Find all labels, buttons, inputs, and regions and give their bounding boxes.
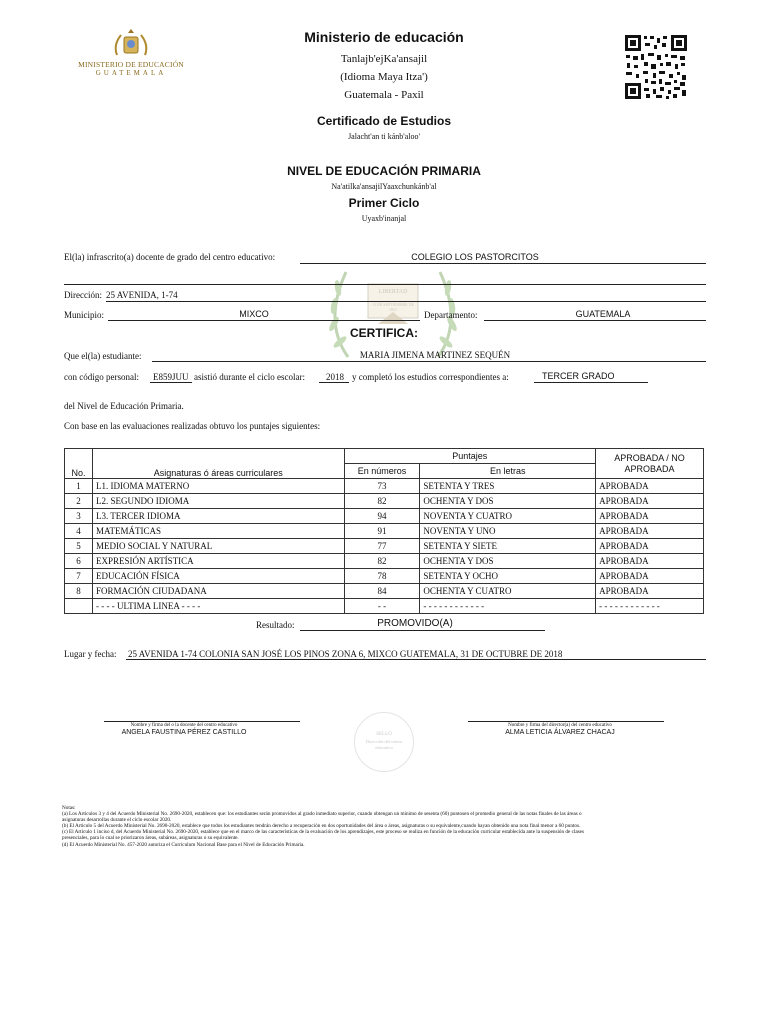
row-score-letters: - - - - - - - - - - - - — [420, 599, 596, 614]
note-c: (c) El Artículo 1 inciso d, del Acuerdo Ministerial No. 2690-2020, establece que en el marco de las características de la evaluación de los aprendizajes, este proceso se realiza en función de la educación curricular establecida ante la suspensión de clases presenciales, para lo cual se priorizaron áreas, subáreas, asignaturas o su equivalente. — [62, 829, 584, 842]
municipality-label: Municipio: — [64, 310, 104, 320]
municipality-underline — [108, 320, 420, 321]
logo-text-country: GUATEMALA — [95, 69, 167, 77]
row-no-empty — [65, 599, 93, 614]
header-subjects: Asignaturas ó áreas curriculares — [92, 449, 344, 479]
table-row — [65, 584, 704, 599]
coat-of-arms-icon — [70, 28, 192, 64]
row-subject: EDUCACIÓN FÍSICA — [92, 569, 344, 584]
row-status: - - - - - - - - - - - - — [596, 599, 704, 614]
row-no: 6 — [65, 554, 93, 569]
year-underline — [319, 382, 349, 383]
row-subject: EXPRESIÓN ARTÍSTICA — [92, 554, 344, 569]
grade-underline — [534, 382, 648, 383]
watermark-text-bottom: 15 DE SEPTIEMBRE DE 1821 — [371, 302, 415, 312]
row-status: APROBADA — [596, 479, 704, 494]
row-subject: - - - - ULTIMA LINEA - - - - — [92, 599, 344, 614]
header-scores: Puntajes — [344, 449, 596, 464]
level-title: NIVEL DE EDUCACIÓN PRIMARIA — [287, 164, 481, 178]
row-score-letters: OCHENTA Y DOS — [420, 494, 596, 509]
row-no: 5 — [65, 539, 93, 554]
row-score-letters: NOVENTA Y UNO — [420, 524, 596, 539]
year-value: 2018 — [326, 372, 344, 382]
table-header-row — [65, 449, 704, 464]
table-row — [65, 479, 704, 494]
header-no: No. — [65, 449, 93, 479]
level-text: del Nivel de Educación Primaria. — [64, 401, 184, 411]
row-status: APROBADA — [596, 494, 704, 509]
row-no: 7 — [65, 569, 93, 584]
row-status: APROBADA — [596, 509, 704, 524]
table-row — [65, 524, 704, 539]
row-score-number: - - — [344, 599, 420, 614]
student-value: MARIA JIMENA MARTINEZ SEQUÉN — [359, 350, 511, 360]
result-label: Resultado: — [256, 620, 295, 630]
header-line-3: (Idioma Maya Itza') — [340, 71, 428, 83]
row-score-letters: NOVENTA Y CUATRO — [420, 509, 596, 524]
row-score-letters: SETENTA Y OCHO — [420, 569, 596, 584]
page-title: Ministerio de educación — [304, 29, 464, 45]
row-score-number: 78 — [344, 569, 420, 584]
table-row — [65, 554, 704, 569]
row-status: APROBADA — [596, 584, 704, 599]
header-line-2: Tanlajb'ejKa'ansajil — [340, 53, 428, 65]
notes — [62, 805, 602, 848]
right-signature-caption: Nombre y firma del director(a) del centro educativo — [508, 723, 612, 728]
row-score-number: 77 — [344, 539, 420, 554]
municipality-value: MIXCO — [239, 309, 269, 319]
note-a: (a) Los Artículos 3 y 4 del Acuerdo Ministerial No. 2690-2020, establecen que: los estudiantes serán promovidos al grado inmediato superior, cuando obtengan un mínimo de sesenta (60) puntosen el promedio general de las notas finales de las áreas o asignaturas desarrollas durante el ciclo escolar 2020. — [62, 811, 582, 824]
left-signature-name: ANGELA FAUSTINA PÉREZ CASTILLO — [121, 729, 247, 736]
table-row — [65, 569, 704, 584]
ministry-logo — [70, 28, 192, 80]
department-underline — [484, 320, 706, 321]
row-subject: MATEMÁTICAS — [92, 524, 344, 539]
seal-placeholder — [354, 712, 414, 772]
row-no: 3 — [65, 509, 93, 524]
level-subtitle: Na'atilka'ansajilYaaxchunkánb'al — [331, 182, 437, 191]
row-subject: L2. SEGUNDO IDIOMA — [92, 494, 344, 509]
completed-text: y completó los estudios correspondientes a: — [352, 372, 509, 382]
seal-text-1: SELLO — [376, 732, 392, 737]
note-d: (d) El Acuerdo Ministerial No. 457-2020 autoriza el Curriculum Nacional Base para el Nivel de Educación Primaria. — [62, 841, 305, 848]
row-score-letters: OCHENTA Y DOS — [420, 554, 596, 569]
row-score-number: 94 — [344, 509, 420, 524]
qr-code-icon — [624, 34, 688, 100]
table-row — [65, 539, 704, 554]
certifica-heading: CERTIFICA: — [350, 326, 418, 340]
row-score-letters: OCHENTA Y CUATRO — [420, 584, 596, 599]
department-label: Departamento: — [424, 310, 478, 320]
right-signature-name: ALMA LETICIA ÁLVAREZ CHACAJ — [505, 729, 615, 736]
row-status: APROBADA — [596, 554, 704, 569]
row-score-number: 73 — [344, 479, 420, 494]
school-underline — [300, 263, 706, 264]
certificate-title: Certificado de Estudios — [316, 114, 452, 128]
right-signature-line — [468, 721, 664, 722]
cycle-subtitle: Uyaxb'inanjal — [361, 214, 407, 223]
watermark-text-top: LIBERTAD — [378, 289, 408, 295]
row-status: APROBADA — [596, 539, 704, 554]
row-status: APROBADA — [596, 524, 704, 539]
table-row — [65, 509, 704, 524]
address-underline — [106, 301, 706, 302]
row-score-number: 82 — [344, 554, 420, 569]
address-label: Dirección: — [64, 290, 102, 300]
grade-value: TERCER GRADO — [542, 371, 615, 381]
row-subject: L1. IDIOMA MATERNO — [92, 479, 344, 494]
header-status: APROBADA / NO APROBADA — [596, 449, 704, 479]
address-value: 25 AVENIDA, 1-74 — [106, 290, 178, 300]
row-no: 8 — [65, 584, 93, 599]
table-row — [65, 494, 704, 509]
department-value: GUATEMALA — [575, 309, 631, 319]
seal-text-2: Dirección del centro — [365, 739, 403, 744]
table-row-last-line — [65, 599, 704, 614]
cycle-text: asistió durante el ciclo escolar: — [194, 372, 305, 382]
based-text: Con base en las evaluaciones realizadas obtuvo los puntajes siguientes: — [64, 421, 321, 431]
row-status: APROBADA — [596, 569, 704, 584]
row-no: 2 — [65, 494, 93, 509]
header-numbers: En números — [344, 464, 420, 479]
logo-text-ministry: MINISTERIO DE EDUCACIÓN — [78, 60, 184, 69]
left-signature-caption: Nombre y firma del o la docente del centro educativo — [130, 723, 238, 728]
note-b: (b) El Artículo 5 del Acuerdo Ministerial No. 2690-2020, establece que todos los estudiantes tendrán derecho a recuperación en dos oportunidades del área o áreas, asignaturas o su equivalente,cuando hayan obtenido una nota final menor a 60 puntos. — [62, 823, 581, 830]
blank-underline — [64, 284, 706, 285]
code-underline — [150, 382, 192, 383]
row-subject: FORMACIÓN CIUDADANA — [92, 584, 344, 599]
certificate-subtitle: Jalacht'an ti kánb'aloo' — [348, 132, 420, 141]
left-signature-line — [104, 721, 300, 722]
code-label: con código personal: — [64, 372, 139, 382]
row-score-letters: SETENTA Y SIETE — [420, 539, 596, 554]
result-value: PROMOVIDO(A) — [377, 618, 453, 629]
cycle-title: Primer Ciclo — [348, 196, 420, 210]
student-label: Que el(la) estudiante: — [64, 351, 142, 361]
row-subject: L3. TERCER IDIOMA — [92, 509, 344, 524]
student-underline — [152, 361, 706, 362]
row-subject: MEDIO SOCIAL Y NATURAL — [92, 539, 344, 554]
code-value: E859JUU — [153, 372, 189, 382]
school-label: El(la) infrascrito(a) docente de grado del centro educativo: — [64, 252, 276, 262]
row-score-number: 84 — [344, 584, 420, 599]
place-underline — [126, 659, 706, 660]
header-letters: En letras — [420, 464, 596, 479]
grades-table — [64, 448, 704, 614]
place-value: 25 AVENIDA 1-74 COLONIA SAN JOSÉ LOS PINOS ZONA 6, MIXCO GUATEMALA, 31 DE OCTUBRE DE 2018 — [128, 649, 563, 659]
row-no: 4 — [65, 524, 93, 539]
result-underline — [300, 630, 545, 631]
seal-text-3: educativo — [375, 745, 393, 750]
row-score-number: 91 — [344, 524, 420, 539]
header-line-4: Guatemala - Paxil — [344, 89, 424, 101]
row-score-letters: SETENTA Y TRES — [420, 479, 596, 494]
row-score-number: 82 — [344, 494, 420, 509]
notes-title: Notas: — [62, 805, 76, 811]
row-no: 1 — [65, 479, 93, 494]
place-label: Lugar y fecha: — [64, 649, 117, 659]
school-value: COLEGIO LOS PASTORCITOS — [411, 252, 539, 262]
